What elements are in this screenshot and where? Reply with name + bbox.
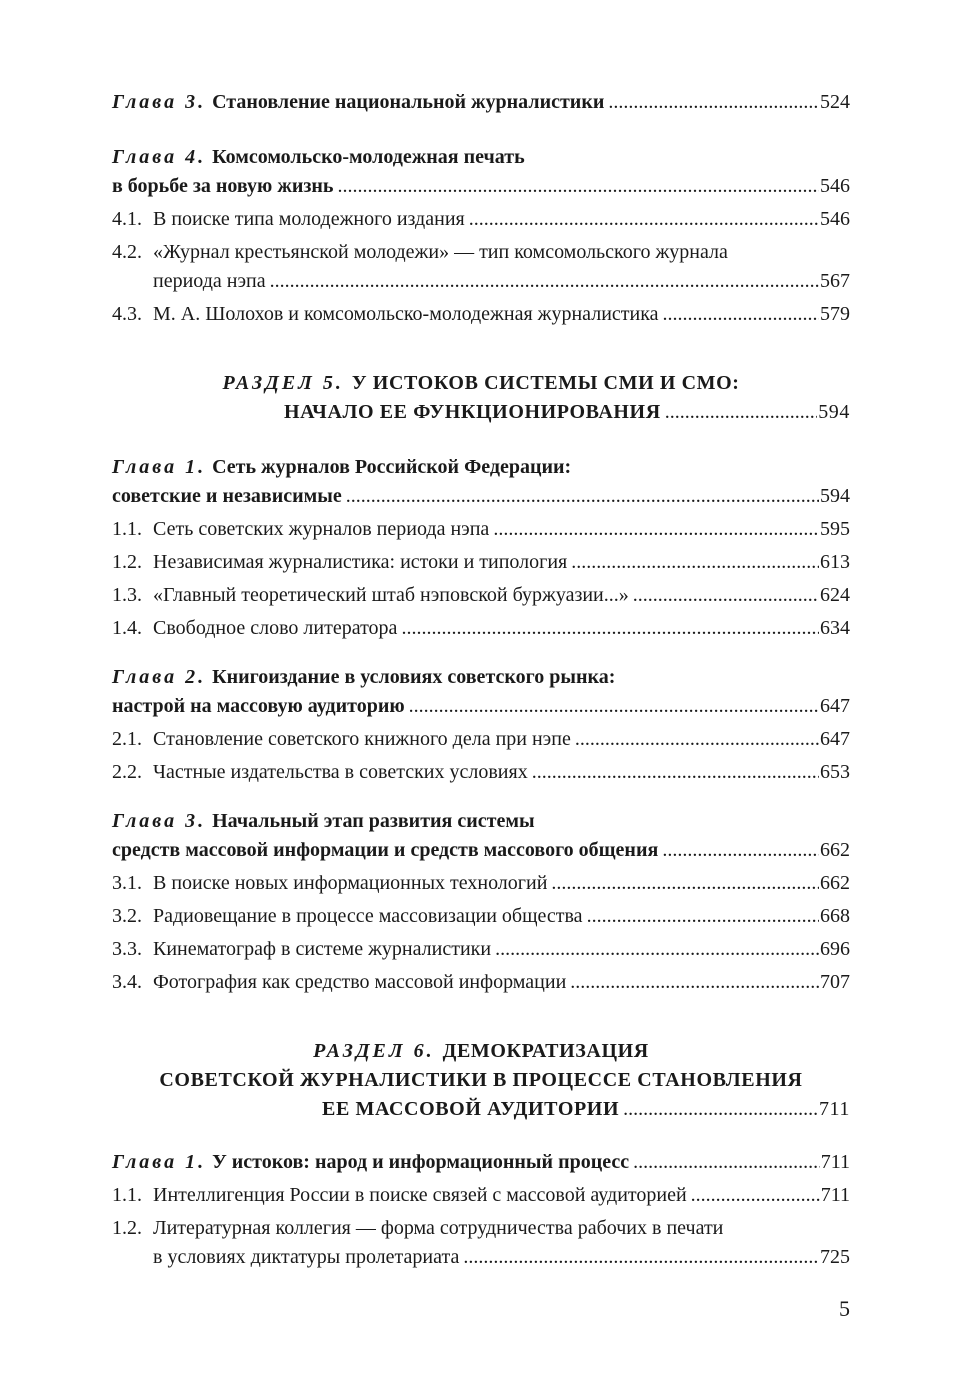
page-ref: 579 (820, 303, 850, 325)
dot-leader (662, 836, 819, 865)
toc-item[interactable] (112, 238, 850, 296)
toc-chapter[interactable] (112, 143, 850, 201)
chapter-title: Книгоиздание в условиях советского рынка: (212, 666, 616, 688)
dot-leader (663, 300, 819, 329)
toc-item[interactable] (112, 1181, 850, 1210)
toc-item[interactable] (112, 968, 850, 997)
page-ref: 613 (820, 551, 850, 573)
item-number: 2.1. (112, 728, 142, 750)
chapter-title: Сеть журналов Российской Федерации: (212, 456, 572, 478)
page-ref: 546 (820, 208, 850, 230)
item-title: в условиях диктатуры пролетариата (153, 1246, 460, 1268)
chapter-title: в борьбе за новую жизнь (112, 175, 334, 197)
page-ref: 711 (820, 1184, 850, 1206)
item-number: 1.2. (112, 1217, 142, 1239)
dot-leader (551, 869, 819, 898)
chapter-label: Глава 4. (112, 146, 207, 168)
item-number: 1.1. (112, 518, 142, 540)
toc-chapter[interactable] (112, 1148, 850, 1177)
chapter-label: Глава 3. (112, 91, 207, 113)
section-title: ЕЕ МАССОВОЙ АУДИТОРИИ (322, 1098, 620, 1120)
page-ref: 567 (820, 270, 850, 292)
section-title: СОВЕТСКОЙ ЖУРНАЛИСТИКИ В ПРОЦЕССЕ СТАНОВЛЕНИЯ (159, 1069, 803, 1091)
toc-chapter[interactable] (112, 807, 850, 865)
dot-leader (346, 482, 819, 511)
dot-leader (665, 398, 817, 427)
section-title: ДЕМОКРАТИЗАЦИЯ (442, 1040, 649, 1062)
toc-item[interactable] (112, 725, 850, 754)
toc-item[interactable] (112, 515, 850, 544)
dot-leader (633, 1148, 820, 1177)
item-number: 4.1. (112, 208, 142, 230)
item-title: «Главный теоретический штаб нэповской буржуазии...» (153, 584, 629, 606)
section-title: НАЧАЛО ЕЕ ФУНКЦИОНИРОВАНИЯ (284, 401, 661, 423)
dot-leader (463, 1243, 819, 1272)
item-number: 1.1. (112, 1184, 142, 1206)
item-title: Частные издательства в советских условиях (153, 761, 528, 783)
page-ref: 624 (820, 584, 850, 606)
toc-item[interactable] (112, 548, 850, 577)
item-number: 3.2. (112, 905, 142, 927)
item-title: В поиске типа молодежного издания (153, 208, 465, 230)
section-title: У ИСТОКОВ СИСТЕМЫ СМИ И СМО: (351, 372, 740, 394)
chapter-title: У истоков: народ и информационный процесс (212, 1151, 630, 1173)
item-number: 1.2. (112, 551, 142, 573)
page-ref: 594 (818, 401, 850, 423)
toc-chapter[interactable] (112, 663, 850, 721)
section-label: РАЗДЕЛ 6. (313, 1040, 435, 1062)
dot-leader (270, 267, 819, 296)
page-ref: 711 (818, 1098, 850, 1120)
toc-item[interactable] (112, 869, 850, 898)
item-title: В поиске новых информационных технологий (153, 872, 548, 894)
chapter-title: Начальный этап развития системы (212, 810, 535, 832)
toc-chapter[interactable] (112, 453, 850, 511)
page-ref: 707 (820, 971, 850, 993)
item-title: Радиовещание в процессе массовизации общества (153, 905, 583, 927)
dot-leader (691, 1181, 820, 1210)
item-title: Фотография как средство массовой информации (153, 971, 567, 993)
dot-leader (493, 515, 819, 544)
dot-leader (409, 692, 819, 721)
item-title: Становление советского книжного дела при нэпе (153, 728, 571, 750)
chapter-title: настрой на массовую аудиторию (112, 695, 405, 717)
item-number: 3.4. (112, 971, 142, 993)
page-ref: 634 (820, 617, 850, 639)
item-title: Кинематограф в системе журналистики (153, 938, 492, 960)
dot-leader (608, 88, 819, 117)
toc-item[interactable] (112, 902, 850, 931)
chapter-title: Становление национальной журналистики (212, 91, 605, 113)
page-number: 5 (839, 1296, 850, 1321)
dot-leader (532, 758, 819, 787)
chapter-label: Глава 1. (112, 456, 207, 478)
page-ref: 668 (820, 905, 850, 927)
toc-chapter[interactable] (112, 88, 850, 117)
item-number: 4.3. (112, 303, 142, 325)
dot-leader (469, 205, 819, 234)
chapter-label: Глава 2. (112, 666, 207, 688)
item-title: Литературная коллегия — форма сотрудничества рабочих в печати (153, 1217, 724, 1239)
item-title: Интеллигенция России в поиске связей с массовой аудиторией (153, 1184, 687, 1206)
dot-leader (401, 614, 819, 643)
chapter-label: Глава 3. (112, 810, 207, 832)
dot-leader (337, 172, 819, 201)
item-number: 3.3. (112, 938, 142, 960)
item-number: 4.2. (112, 241, 142, 263)
dot-leader (633, 581, 819, 610)
toc-section[interactable] (112, 369, 850, 427)
section-label: РАЗДЕЛ 5. (222, 372, 344, 394)
dot-leader (570, 968, 819, 997)
page-ref: 647 (820, 695, 850, 717)
page-ref: 595 (820, 518, 850, 540)
dot-leader (575, 725, 819, 754)
dot-leader (587, 902, 819, 931)
page-ref: 653 (820, 761, 850, 783)
page-ref: 647 (820, 728, 850, 750)
dot-leader (495, 935, 819, 964)
page-ref: 662 (820, 872, 850, 894)
page-ref: 546 (820, 175, 850, 197)
item-title: «Журнал крестьянской молодежи» — тип комсомольского журнала (153, 241, 728, 263)
item-number: 1.3. (112, 584, 142, 606)
toc-section[interactable] (112, 1037, 850, 1124)
toc-item[interactable] (112, 614, 850, 643)
item-number: 3.1. (112, 872, 142, 894)
toc-item[interactable] (112, 581, 850, 610)
item-title: М. А. Шолохов и комсомольско-молодежная журналистика (153, 303, 659, 325)
item-title: периода нэпа (153, 270, 266, 292)
chapter-title: советские и независимые (112, 485, 342, 507)
item-number: 1.4. (112, 617, 142, 639)
item-title: Свободное слово литератора (153, 617, 398, 639)
toc-item[interactable] (112, 1214, 850, 1272)
toc-item[interactable] (112, 205, 850, 234)
dot-leader (571, 548, 819, 577)
page-ref: 725 (820, 1246, 850, 1268)
chapter-title: средств массовой информации и средств массового общения (112, 839, 659, 861)
item-number: 2.2. (112, 761, 142, 783)
toc-item[interactable] (112, 758, 850, 787)
page-ref: 662 (820, 839, 850, 861)
page-ref: 711 (820, 1151, 850, 1173)
page-ref: 594 (820, 485, 850, 507)
chapter-title: Комсомольско-молодежная печать (212, 146, 525, 168)
item-title: Независимая журналистика: истоки и типология (153, 551, 568, 573)
chapter-label: Глава 1. (112, 1151, 207, 1173)
table-of-contents (112, 88, 850, 1272)
toc-item[interactable] (112, 935, 850, 964)
dot-leader (623, 1095, 818, 1124)
page-ref: 524 (820, 91, 850, 113)
toc-item[interactable] (112, 300, 850, 329)
page-ref: 696 (820, 938, 850, 960)
item-title: Сеть советских журналов периода нэпа (153, 518, 490, 540)
